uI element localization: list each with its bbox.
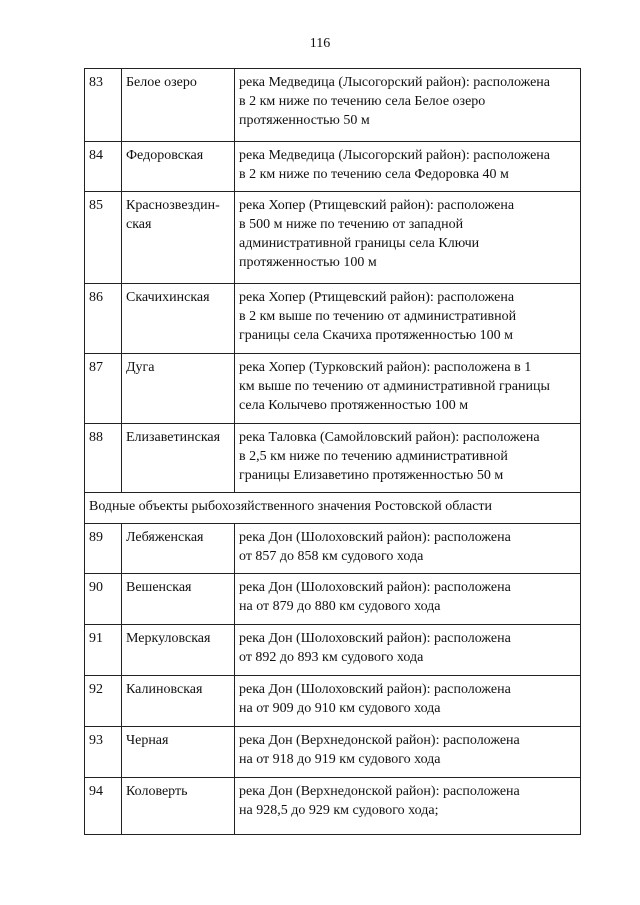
row-number: 93: [85, 727, 122, 778]
table-row: [85, 524, 581, 574]
table-row: [85, 354, 581, 424]
table-row: [85, 192, 581, 284]
row-number: 84: [85, 142, 122, 192]
row-number: 92: [85, 676, 122, 727]
object-description: река Таловка (Самойловский район): расположена в 2,5 км ниже по течению административной границы Елизаветино протяженностью 50 м: [235, 424, 581, 493]
row-number: 85: [85, 192, 122, 284]
object-name: Федоровская: [122, 142, 235, 192]
description-line: от 857 до 858 км судового хода: [239, 549, 424, 564]
object-description: река Медведица (Лысогорский район): расположена в 2 км ниже по течению села Белое озеро протяженностью 50 м: [235, 69, 581, 142]
object-name: Лебяженская: [122, 524, 235, 574]
row-number: 86: [85, 284, 122, 354]
row-number: 87: [85, 354, 122, 424]
object-name: Белое озеро: [122, 69, 235, 142]
object-name: Дуга: [122, 354, 235, 424]
object-description: река Дон (Верхнедонской район): расположена на от 918 до 919 км судового хода: [235, 727, 581, 778]
table-row: [85, 778, 581, 835]
description-line: река Дон (Шолоховский район): расположена: [239, 580, 511, 595]
row-number: 94: [85, 778, 122, 835]
description-line: на от 909 до 910 км судового хода: [239, 701, 441, 716]
object-name: Скачихинская: [122, 284, 235, 354]
table-row: [85, 142, 581, 192]
object-name: Черная: [122, 727, 235, 778]
table-row: [85, 284, 581, 354]
object-description: река Хопер (Турковский район): расположена в 1 км выше по течению от административной границы села Колычево протяженностью 100 м: [235, 354, 581, 424]
object-name: Елизаветинская: [122, 424, 235, 493]
table-row: [85, 676, 581, 727]
row-number: 90: [85, 574, 122, 625]
object-description: река Хопер (Ртищевский район): расположена в 2 км выше по течению от административной границы села Скачиха протяженностью 100 м: [235, 284, 581, 354]
table-row: [85, 69, 581, 142]
row-number: 83: [85, 69, 122, 142]
object-name: Вешенская: [122, 574, 235, 625]
description-line: река Дон (Шолоховский район): расположена: [239, 631, 511, 646]
section-heading-row: [85, 493, 581, 524]
row-number: 88: [85, 424, 122, 493]
object-description: [235, 625, 581, 676]
table-row: [85, 727, 581, 778]
table-row: [85, 424, 581, 493]
row-number: 91: [85, 625, 122, 676]
object-name: Меркуловская: [122, 625, 235, 676]
object-name: Калиновская: [122, 676, 235, 727]
object-description: [235, 524, 581, 574]
object-name: Краснозвездин- ская: [122, 192, 235, 284]
description-line: река Дон (Шолоховский район): расположена: [239, 682, 511, 697]
object-description: река Дон (Верхнедонской район): расположена на 928,5 до 929 км судового хода;: [235, 778, 581, 835]
description-line: река Дон (Шолоховский район): расположена: [239, 530, 511, 545]
table-row: [85, 574, 581, 625]
section-heading: Водные объекты рыбохозяйственного значения Ростовской области: [85, 493, 581, 524]
object-description: река Хопер (Ртищевский район): расположена в 500 м ниже по течению от западной административной границы села Ключи протяженностью 100 м: [235, 192, 581, 284]
object-name: Коловерть: [122, 778, 235, 835]
row-number: 89: [85, 524, 122, 574]
page-number: 116: [309, 36, 331, 51]
object-description: [235, 574, 581, 625]
object-description: река Медведица (Лысогорский район): расположена в 2 км ниже по течению села Федоровка 40 м: [235, 142, 581, 192]
description-line: на от 879 до 880 км судового хода: [239, 599, 441, 614]
fishery-objects-table: [84, 68, 581, 835]
description-line: от 892 до 893 км судового хода: [239, 650, 424, 665]
object-description: [235, 676, 581, 727]
table-row: [85, 625, 581, 676]
